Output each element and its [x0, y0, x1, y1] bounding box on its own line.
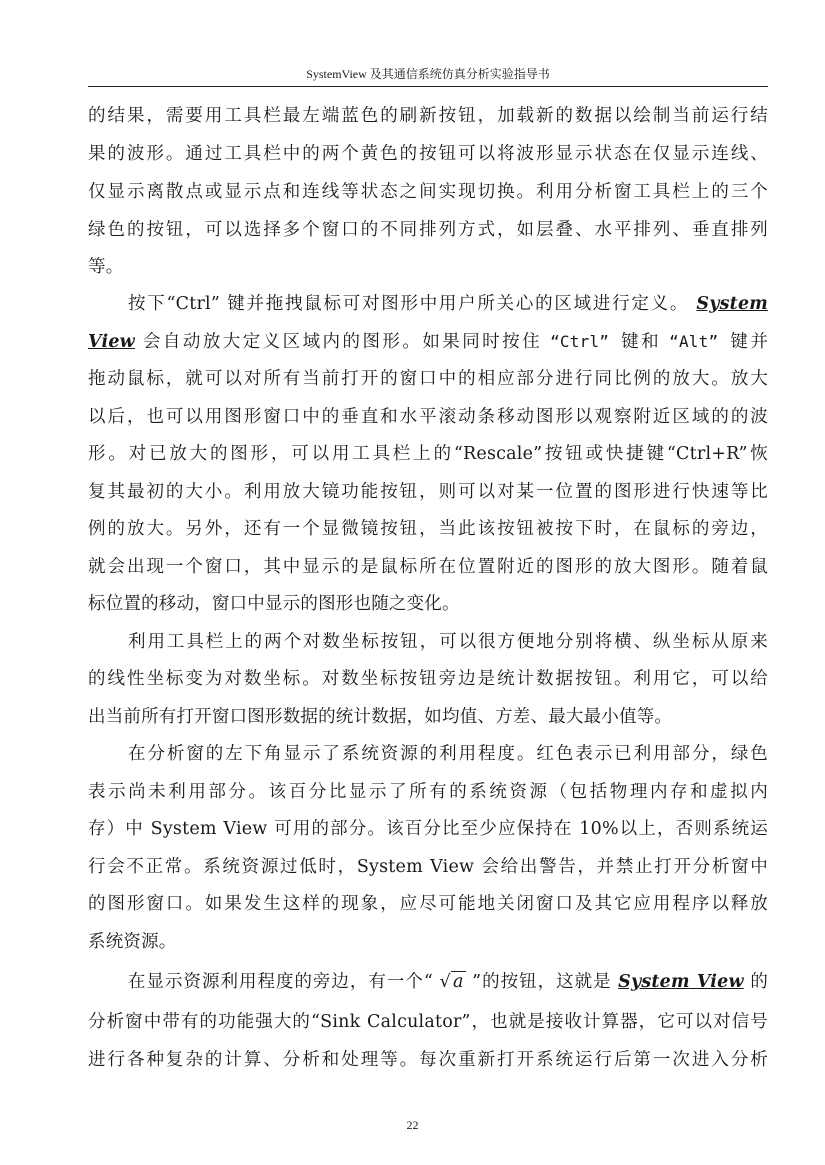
text-span: 按下“Ctrl” 键并拖拽鼠标可对图形中用户所关心的区域进行定义。 [128, 294, 690, 314]
text-line [128, 964, 768, 1000]
text-line: 标位置的移动，窗口中显示的图形也随之变化。 [88, 594, 460, 614]
text-line: 的图形窗口。如果发生这样的现象，应尽可能地关闭窗口及其它应用程序以释放 [88, 894, 768, 914]
radicand: a [452, 972, 464, 992]
text-line: 在分析窗的左下角显示了系统资源的利用程度。红色表示已利用部分，绿色 [128, 744, 768, 764]
text-span: 键和 [621, 332, 662, 352]
radical-sign: √ [439, 972, 451, 992]
text-span: ”的按钮，这就是 [472, 972, 612, 992]
text-line: 出当前所有打开窗口图形数据的统计数据，如均值、方差、最大最小值等。 [88, 707, 673, 727]
code-span: “Ctrl” [550, 332, 622, 351]
text-span: 会自动放大定义区域内的图形。如果同时按住 [142, 332, 543, 352]
text-line [88, 324, 768, 360]
text-span: 键并 [730, 332, 769, 352]
text-line: 存）中 System View 可用的部分。该百分比至少应保持在 10%以上，否则系统运 [88, 819, 768, 839]
text-line: 等。 [88, 257, 124, 277]
text-line: 就会出现一个窗口，其中显示的是鼠标所在位置附近的图形的放大图形。随着鼠 [88, 557, 768, 577]
running-header: SystemView 及其通信系统仿真分析实验指导书 [306, 67, 550, 81]
text-span: 在显示资源利用程度的旁边，有一个“ [128, 972, 434, 992]
text-line: 以后，也可以用图形窗口中的垂直和水平滚动条移动图形以观察附近区域的的波 [88, 407, 768, 427]
page-number: 22 [406, 1118, 419, 1132]
text-line: 表示尚未利用部分。该百分比显示了所有的系统资源（包括物理内存和虚拟内 [88, 782, 768, 802]
text-line: 利用工具栏上的两个对数坐标按钮，可以很方便地分别将横、纵坐标从原来 [128, 632, 768, 652]
text-line: 复其最初的大小。利用放大镜功能按钮，则可以对某一位置的图形进行快速等比 [88, 482, 768, 502]
text-line: 的线性坐标变为对数坐标。对数坐标按钮旁边是统计数据按钮。利用它，可以给 [88, 669, 768, 689]
text-line: 例的放大。另外，还有一个显微镜按钮，当此该按钮被按下时，在鼠标的旁边， [88, 519, 768, 539]
text-line [128, 286, 768, 322]
system-view-link[interactable]: System [696, 294, 768, 314]
system-view-link[interactable]: System View [618, 972, 744, 992]
text-line: 的结果，需要用工具栏最左端蓝色的刷新按钮，加载新的数据以绘制当前运行结 [88, 106, 768, 126]
system-view-link[interactable]: View [88, 332, 135, 352]
code-span: “Alt” [669, 332, 731, 351]
text-line: 果的波形。通过工具栏中的两个黄色的按钮可以将波形显示状态在仅显示连线、 [88, 144, 768, 164]
text-line: 系统资源。 [88, 932, 177, 952]
header-rule [88, 86, 768, 87]
text-line: 绿色的按钮，可以选择多个窗口的不同排列方式，如层叠、水平排列、垂直排列 [88, 220, 768, 240]
text-line: 仅显示离散点或显示点和连线等状态之间实现切换。利用分析窗工具栏上的三个 [88, 182, 768, 202]
text-line: 形。对已放大的图形，可以用工具栏上的“Rescale”按钮或快捷键“Ctrl+R”恢 [88, 444, 768, 464]
text-span: 的 [750, 972, 769, 992]
text-line: 拖动鼠标，就可以对所有当前打开的窗口中的相应部分进行同比例的放大。放大 [88, 369, 768, 389]
sqrt-a-symbol [440, 971, 466, 992]
text-line: 行会不正常。系统资源过低时，System View 会给出警告，并禁止打开分析窗中 [88, 857, 768, 877]
text-line: 进行各种复杂的计算、分析和处理等。每次重新打开系统运行后第一次进入分析 [88, 1050, 768, 1070]
text-line: 分析窗中带有的功能强大的“Sink Calculator”，也就是接收计算器，它可以对信号 [88, 1012, 768, 1032]
